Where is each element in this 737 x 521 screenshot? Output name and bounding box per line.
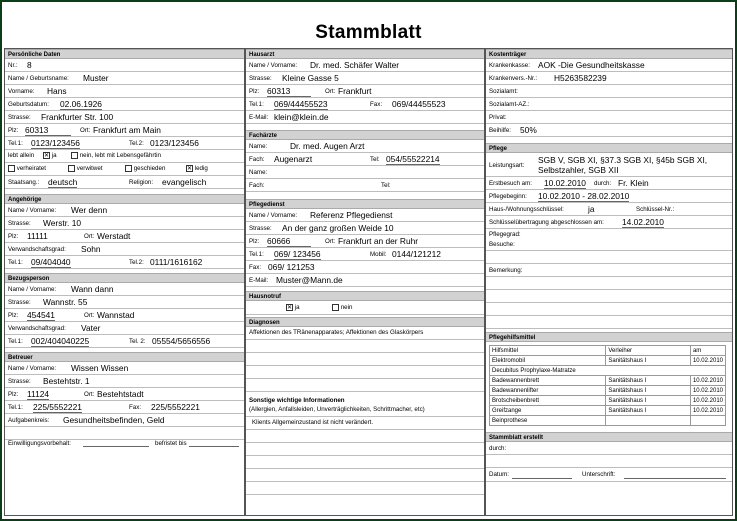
- bet-aufgabe-label: Aufgabenkreis:: [8, 417, 50, 424]
- section-erstellt-heading: Stammblatt erstellt: [486, 432, 732, 442]
- section-bezugsperson-heading: Bezugsperson: [5, 273, 244, 283]
- religion-label: Religion:: [129, 179, 154, 186]
- ang-ort-value[interactable]: Werstadt: [97, 231, 131, 241]
- fa-fach2-label: Fach:: [249, 182, 265, 189]
- section-hausnotruf-heading: Hausnotruf: [246, 291, 484, 301]
- notruf-nein-label: nein: [340, 304, 353, 312]
- table-header-row: [490, 346, 726, 356]
- religion-value[interactable]: evangelisch: [162, 177, 207, 187]
- ha-fax-value[interactable]: 069/44455523: [392, 99, 446, 109]
- ja-label: ja: [51, 152, 57, 160]
- nein-lebt-label: nein, lebt mit Lebensgefährtin: [79, 152, 161, 160]
- section-pflege-heading: Pflege: [486, 143, 732, 153]
- pd-email-label: E-Mail:: [249, 277, 269, 284]
- bez-ort-value[interactable]: Wannstad: [97, 310, 135, 320]
- ang-strasse-label: Strasse:: [8, 220, 31, 227]
- bez-ort-label: Ort:: [84, 312, 95, 319]
- table-row[interactable]: [490, 386, 726, 396]
- table-cell: Sanitätshaus I: [606, 386, 691, 396]
- ha-strasse-label: Strasse:: [249, 75, 272, 82]
- section-persoenliche-heading: Persönliche Daten: [5, 49, 244, 59]
- leistung-label: Leistungsart:: [489, 162, 525, 169]
- pd-plz-value[interactable]: 60666: [267, 236, 311, 247]
- einwilligung-line[interactable]: [83, 446, 149, 447]
- kasse-value[interactable]: AOK -Die Gesundheitskasse: [538, 60, 645, 70]
- fa-fach-value[interactable]: Augenarzt: [274, 154, 313, 164]
- uebergabe-label: Schlüsselübertragung abgeschlossen am:: [489, 219, 604, 226]
- geschieden-label: geschieden: [133, 165, 166, 173]
- bet-fax-label: Fax:: [129, 404, 142, 411]
- section-pflegedienst-heading: Pflegedienst: [246, 199, 484, 209]
- sozialamt-az-label: Sozialamt-AZ.:: [489, 101, 530, 108]
- row-tel: [5, 137, 244, 150]
- column-aerzte: [245, 48, 485, 516]
- vorname-label: Vorname:: [8, 88, 35, 95]
- table-cell: 10.02.2010: [690, 406, 725, 416]
- erstellt-unterschrift-line[interactable]: [624, 478, 726, 479]
- erstellt-durch-label: durch:: [489, 445, 507, 452]
- hilfsmittel-table: [489, 345, 726, 426]
- row-vorname: [5, 85, 244, 98]
- bet-ort-value[interactable]: Bestehtstadt: [97, 389, 144, 399]
- bez-plz-label: Plz:: [8, 312, 19, 319]
- name-label: Name / Geburtsname:: [8, 75, 69, 82]
- bez-name-value[interactable]: Wann dann: [71, 284, 114, 294]
- table-cell: Beinprothese: [490, 416, 606, 426]
- ha-ort-label: Ort:: [325, 88, 336, 95]
- ang-plz-label: Plz:: [8, 233, 19, 240]
- pd-fax-label: Fax:: [249, 264, 262, 271]
- table-cell: Badewannenbrett: [490, 376, 606, 386]
- bez-tel2-value[interactable]: 05554/5656556: [152, 336, 211, 346]
- fa-name2-label: Name:: [249, 169, 268, 176]
- name-value[interactable]: Muster: [83, 73, 109, 83]
- column-kosten-pflege: [485, 48, 733, 516]
- tel1-label: Tel.1:: [8, 140, 23, 147]
- staat-value[interactable]: deutsch: [48, 177, 78, 187]
- geburt-value[interactable]: 02.06.1926: [60, 99, 102, 109]
- vorname-value[interactable]: Hans: [47, 86, 67, 96]
- pd-mobil-value[interactable]: 0144/121212: [392, 249, 441, 259]
- row-plz-ort: [5, 124, 244, 137]
- fa-name-value[interactable]: Dr. med. Augen Arzt: [290, 141, 365, 151]
- pd-fax-value[interactable]: 069/ 121253: [268, 262, 315, 272]
- table-cell: 10.02.2010: [690, 376, 725, 386]
- bez-tel1-value[interactable]: 002/404040225: [31, 336, 90, 346]
- table-cell: 10.02.2010: [690, 356, 725, 366]
- table-cell: Sanitätshaus I: [606, 356, 691, 366]
- bez-tel1-label: Tel.1:: [8, 338, 23, 345]
- notruf-nein-checkbox[interactable]: [332, 304, 339, 311]
- section-betreuer-heading: Betreuer: [5, 352, 244, 362]
- bez-grad-value[interactable]: Vater: [81, 323, 101, 333]
- bez-grad-label: Verwandschaftsgrad:: [8, 325, 66, 332]
- versnr-value[interactable]: H5263582239: [554, 73, 607, 83]
- table-header: am: [690, 346, 725, 356]
- bemerkung-label: Bemerkung:: [489, 267, 523, 274]
- nr-value[interactable]: 8: [27, 60, 32, 70]
- pflegebeginn-value[interactable]: 10.02.2010 - 28.02.2010: [538, 191, 630, 201]
- erstellt-datum-label: Datum:: [489, 471, 509, 478]
- pd-tel1-label: Tel.1:: [249, 251, 264, 258]
- geschieden-checkbox[interactable]: [125, 165, 132, 172]
- fa-tel-value[interactable]: 054/55522214: [386, 154, 440, 164]
- plz-label: Plz:: [8, 127, 19, 134]
- strasse-value[interactable]: Frankfurter Str. 100: [41, 112, 114, 122]
- tel2-value[interactable]: 0123/123456: [150, 138, 199, 148]
- geburt-label: Geburtsdatum:: [8, 101, 49, 108]
- besuche-label: Besuche:: [489, 241, 515, 248]
- table-cell: Elektromobil: [490, 356, 606, 366]
- pflegebeginn-label: Pflegebeginn:: [489, 193, 527, 200]
- ha-name-value[interactable]: Dr. med. Schäfer Walter: [310, 60, 400, 70]
- bez-tel2-label: Tel. 2:: [129, 338, 146, 345]
- notruf-ja-checkbox[interactable]: ✕: [287, 305, 293, 311]
- lebt-allein-label: lebt allein: [8, 152, 35, 159]
- fa-fach-label: Fach:: [249, 156, 265, 163]
- pd-tel1-value[interactable]: 069/ 123456: [274, 249, 321, 259]
- row-geburt: [5, 98, 244, 111]
- row-lebt-allein: [5, 150, 244, 163]
- table-row[interactable]: [490, 366, 726, 376]
- ang-name-value[interactable]: Wer denn: [71, 205, 108, 215]
- ha-plz-label: Plz:: [249, 88, 260, 95]
- table-cell: Sanitätshaus I: [606, 376, 691, 386]
- fa-name-label: Name:: [249, 143, 268, 150]
- pd-mobil-label: Mobil:: [370, 251, 387, 258]
- column-persoenliche: [4, 48, 245, 516]
- befristet-line[interactable]: [189, 446, 239, 447]
- pd-ort-label: Ort:: [325, 238, 336, 245]
- bet-strasse-label: Strasse:: [8, 378, 31, 385]
- table-cell: [606, 416, 691, 426]
- section-hilfsmittel-heading: Pflegehilfsmittel: [486, 332, 732, 342]
- table-cell: [690, 416, 725, 426]
- bez-name-label: Name / Vorname:: [8, 286, 57, 293]
- bet-name-value[interactable]: Wissen Wissen: [71, 363, 129, 373]
- nr-label: Nr.:: [8, 62, 18, 69]
- ha-name-label: Name / Vorname:: [249, 62, 298, 69]
- row-nr: [5, 59, 244, 72]
- ja-checkbox[interactable]: ✕: [44, 153, 50, 159]
- section-diagnosen-heading: Diagnosen: [246, 317, 484, 327]
- leistung-value-1[interactable]: SGB V, SGB XI, §37.3 SGB XI, §45b SGB XI,: [538, 155, 708, 165]
- erstellt-unterschrift-label: Unterschrift:: [582, 471, 616, 478]
- ang-name-label: Name / Vorname:: [8, 207, 57, 214]
- staat-label: Staatsang.:: [8, 179, 40, 186]
- table-cell: Badewannenlifter: [490, 386, 606, 396]
- bez-strasse-label: Strasse:: [8, 299, 31, 306]
- section-kostentraeger-heading: Kostenträger: [486, 49, 732, 59]
- table-cell: 10.02.2010: [690, 386, 725, 396]
- table-header: Verleiher: [606, 346, 691, 356]
- privat-label: Privat:: [489, 114, 507, 121]
- bez-plz-value[interactable]: 454541: [27, 310, 55, 320]
- plz-value[interactable]: 60313: [25, 125, 71, 136]
- bet-tel1-label: Tel.1:: [8, 404, 23, 411]
- verheiratet-checkbox[interactable]: [8, 165, 15, 172]
- nein-lebt-checkbox[interactable]: [71, 152, 78, 159]
- sonstige-hint: (Allergien, Anfallsleiden, Unverträglichkeiten, Schrittmacher, etc): [249, 406, 425, 413]
- fa-tel2-label: Tel:: [381, 182, 391, 189]
- strasse-label: Strasse:: [8, 114, 31, 121]
- pd-strasse-label: Strasse:: [249, 225, 272, 232]
- bet-fax-value[interactable]: 225/5552221: [151, 402, 200, 412]
- ha-email-value[interactable]: klein@klein.de: [274, 112, 329, 122]
- notruf-ja-label: ja: [294, 304, 300, 312]
- bet-einwilligung-label: Einwilligungsvorbehalt:: [8, 440, 71, 447]
- pd-name-label: Name / Vorname:: [249, 212, 298, 219]
- pd-ort-value[interactable]: Frankfurt an der Ruhr: [338, 236, 419, 246]
- ha-ort-value[interactable]: Frankfurt: [338, 86, 372, 96]
- bet-ort-label: Ort:: [84, 391, 95, 398]
- section-hausarzt-heading: Hausarzt: [246, 49, 484, 59]
- table-row[interactable]: [490, 406, 726, 416]
- section-fachaerzte-heading: Fachärzte: [246, 130, 484, 140]
- sonstige-text[interactable]: Klients Allgemeinzustand ist nicht verändert.: [252, 419, 374, 426]
- bet-befristet-label: befristet bis: [155, 440, 187, 447]
- beihilfe-value[interactable]: 50%: [520, 125, 537, 135]
- ang-grad-label: Verwandschaftsgrad:: [8, 246, 66, 253]
- ang-tel1-label: Tel.1:: [8, 259, 23, 266]
- bez-strasse-value[interactable]: Wannstr. 55: [43, 297, 88, 307]
- ort-label: Ort:: [80, 127, 91, 134]
- erstellt-datum-line[interactable]: [512, 478, 572, 479]
- table-cell: Sanitätshaus I: [606, 396, 691, 406]
- table-row[interactable]: [490, 416, 726, 426]
- stammblatt-sheet: [2, 2, 735, 519]
- sonstige-heading: Sonstige wichtige Informationen: [249, 397, 345, 404]
- section-angehoerige-heading: Angehörige: [5, 194, 244, 204]
- ha-fax-label: Fax:: [370, 101, 383, 108]
- hausschluessel-label: Haus-/Wohnungsschlüssel:: [489, 206, 564, 213]
- ang-ort-label: Ort:: [84, 233, 95, 240]
- ledig-label: ledig: [194, 165, 208, 173]
- erstbesuch-value[interactable]: 10.02.2010: [544, 178, 586, 188]
- row-strasse: [5, 111, 244, 124]
- pd-strasse-value[interactable]: An der ganz großen Weide 10: [282, 223, 394, 233]
- ledig-checkbox[interactable]: ✕: [187, 166, 193, 172]
- row-name: [5, 72, 244, 85]
- verwitwet-label: verwitwet: [76, 165, 103, 173]
- ha-tel1-value[interactable]: 069/44455523: [274, 99, 328, 109]
- tel1-value[interactable]: 0123/123456: [31, 138, 80, 148]
- erstbesuch-label: Erstbesuch am:: [489, 180, 532, 187]
- pflegegrad-label: Pflegegrad:: [489, 231, 521, 238]
- pd-plz-label: Plz:: [249, 238, 260, 245]
- uebergabe-value[interactable]: 14.02.2010: [622, 217, 664, 227]
- ang-tel2-value[interactable]: 0111/1616162: [150, 257, 203, 267]
- diagnosen-text[interactable]: Affektionen des TRänenapparates; Affektionen des Glaskörpers: [249, 329, 424, 336]
- table-cell: 10.02.2010: [690, 396, 725, 406]
- ang-tel1-value[interactable]: 09/404040: [31, 257, 71, 267]
- table-row[interactable]: [490, 356, 726, 366]
- ang-grad-value[interactable]: Sohn: [81, 244, 101, 254]
- pd-email-value[interactable]: Muster@Mann.de: [276, 275, 343, 285]
- bet-plz-value[interactable]: 11124: [27, 389, 50, 399]
- beihilfe-label: Beihilfe:: [489, 127, 512, 134]
- ha-tel1-label: Tel.1:: [249, 101, 264, 108]
- table-cell: Brotscheibenbrett: [490, 396, 606, 406]
- fa-tel-label: Tel:: [370, 156, 380, 163]
- table-row[interactable]: [490, 396, 726, 406]
- kasse-label: Krankenkasse:: [489, 62, 530, 69]
- table-row[interactable]: [490, 376, 726, 386]
- bet-strasse-value[interactable]: Bestehtstr. 1: [43, 376, 90, 386]
- table-cell: Greifzange: [490, 406, 606, 416]
- row-staat-religion: [5, 176, 244, 189]
- tel2-label: Tel.2:: [129, 140, 144, 147]
- ha-strasse-value[interactable]: Kleine Gasse 5: [282, 73, 339, 83]
- bet-plz-label: Plz:: [8, 391, 19, 398]
- hausschluessel-value[interactable]: ja: [588, 204, 595, 214]
- bet-name-label: Name / Vorname:: [8, 365, 57, 372]
- verwitwet-checkbox[interactable]: [68, 165, 75, 172]
- ort-value[interactable]: Frankfurt am Main: [93, 125, 161, 135]
- pd-name-value[interactable]: Referenz Pflegedienst: [310, 210, 393, 220]
- bet-tel1-value[interactable]: 225/5552221: [33, 402, 82, 412]
- table-header: Hilfsmittel: [490, 346, 606, 356]
- versnr-label: Krankenvers.-Nr.:: [489, 75, 538, 82]
- table-cell: Decubitus Prophylaxe-Matratze: [490, 366, 726, 376]
- schluesselnr-label: Schlüssel-Nr.:: [636, 206, 675, 213]
- ang-plz-value[interactable]: 11111: [27, 231, 48, 241]
- page-title: Stammblatt: [315, 22, 422, 43]
- ha-plz-value[interactable]: 60313: [267, 86, 311, 97]
- erstbesuch-durch-label: durch:: [594, 180, 612, 187]
- sozialamt-label: Sozialamt:: [489, 88, 518, 95]
- leistung-value-2[interactable]: Selbstzahler, SGB XII: [538, 165, 619, 175]
- table-cell: Sanitätshaus I: [606, 406, 691, 416]
- ang-strasse-value[interactable]: Werstr. 10: [43, 218, 82, 228]
- bet-aufgabe-value[interactable]: Gesundheitsbefinden, Geld: [63, 415, 165, 425]
- erstbesuch-durch-value[interactable]: Fr. Klein: [618, 178, 649, 188]
- ang-tel2-label: Tel.2:: [129, 259, 144, 266]
- verheiratet-label: verheiratet: [16, 165, 46, 173]
- ha-email-label: E-Mail:: [249, 114, 269, 121]
- row-familienstand: [5, 163, 244, 176]
